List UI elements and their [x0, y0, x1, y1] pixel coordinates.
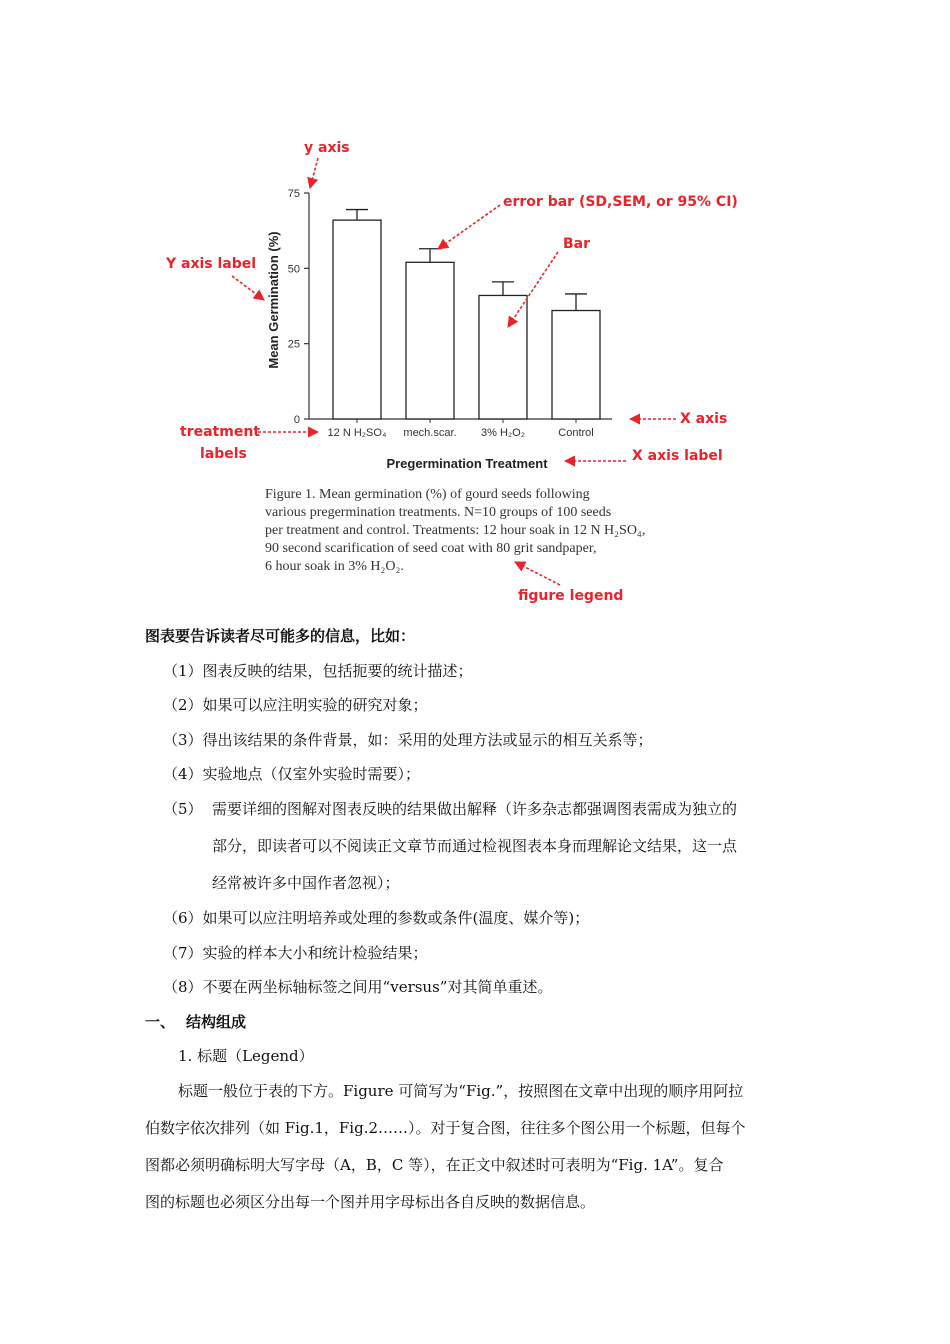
intro-text: 图表要告诉读者尽可能多的信息，比如： — [145, 627, 416, 645]
caption-line-4: 90 second scarification of seed coat with 80 grit sandpaper, — [265, 541, 597, 556]
list-item-3: （3）得出该结果的条件背景，如：采用的处理方法或显示的相互关系等； — [163, 731, 653, 749]
paragraph-line-2: 伯数字依次排列（如 Fig.1，Fig.2……）。对于复合图，往往多个图公用一个标题，但每个 — [145, 1119, 746, 1137]
bar — [406, 262, 454, 419]
annotation-y-axis: y axis — [304, 140, 350, 156]
annotation-error-bar: error bar (SD,SEM, or 95% CI) — [503, 194, 738, 210]
list-item-6: （6）如果可以应注明培养或处理的参数或条件(温度、媒介等)； — [163, 909, 590, 927]
list-item-8: （8）不要在两坐标轴标签之间用“versus”对其简单重述。 — [163, 978, 553, 996]
figure-chart — [0, 0, 950, 620]
caption-line-5: 6 hour soak in 3% H₂O₂. — [265, 559, 404, 574]
list-item-4: （4）实验地点（仅室外实验时需要）； — [163, 765, 421, 783]
caption-line-3: per treatment and control. Treatments: 12 hour soak in 12 N H₂SO₄, — [265, 523, 646, 538]
sub-heading: 1. 标题（Legend） — [178, 1047, 314, 1065]
arrow-figure-legend — [515, 562, 560, 585]
annotation-x-axis-label: X axis label — [632, 448, 723, 464]
caption-line-2: various pregermination treatments. N=10 groups of 100 seeds — [265, 505, 612, 520]
section-number: 一、 — [145, 1013, 176, 1031]
list-item-7: （7）实验的样本大小和统计检验结果； — [163, 944, 428, 962]
annotation-x-axis: X axis — [680, 411, 728, 427]
paragraph-line-1: 标题一般位于表的下方。Figure 可简写为“Fig.”，按照图在文章中出现的顺序用阿拉 — [178, 1082, 744, 1100]
arrow-y-axis — [310, 158, 318, 188]
list-item-1: （1）图表反映的结果，包括扼要的统计描述； — [163, 662, 473, 680]
category-label: Control — [558, 427, 594, 439]
arrow-error-bar — [438, 205, 500, 249]
bar — [552, 311, 600, 419]
y-tick-label: 75 — [287, 188, 300, 200]
annotation-treatment-labels: treatment — [180, 424, 260, 440]
annotation-bar: Bar — [563, 236, 591, 252]
list-item-5-number: （5） — [163, 800, 203, 818]
list-item-5-line-1: 需要详细的图解对图表反映的结果做出解释（许多杂志都强调图表需成为独立的 — [212, 800, 738, 818]
list-item-2: （2）如果可以应注明实验的研究对象； — [163, 696, 428, 714]
paragraph-line-4: 图的标题也必须区分出每一个图并用字母标出各自反映的数据信息。 — [145, 1193, 596, 1211]
annotation-treatment-labels-2: labels — [200, 446, 247, 462]
caption-line-1: Figure 1. Mean germination (%) of gourd seeds following — [265, 487, 590, 502]
y-tick-label: 50 — [287, 263, 300, 276]
bar — [333, 220, 381, 419]
list-item-5-line-2: 部分，即读者可以不阅读正文章节而通过检视图表本身而理解论文结果，这一点 — [212, 837, 738, 855]
y-tick-label: 0 — [293, 414, 300, 426]
paragraph-line-3: 图都必须明确标明大写字母（A，B，C 等），在正文中叙述时可表明为“Fig. 1A”。复合 — [145, 1156, 724, 1174]
y-tick-label: 25 — [287, 338, 300, 351]
list-item-5-line-3: 经常被许多中国作者忽视）； — [212, 874, 400, 892]
y-axis-title: Mean Germination (%) — [266, 231, 281, 369]
x-axis-title: Pregermination Treatment — [386, 456, 548, 471]
arrow-bar — [508, 252, 558, 327]
category-label: 12 N H₂SO₄ — [327, 427, 387, 439]
category-label: mech.scar. — [403, 427, 457, 439]
bar — [479, 295, 527, 419]
section-title: 结构组成 — [186, 1013, 247, 1031]
category-label: 3% H₂O₂ — [481, 427, 525, 439]
arrow-y-axis-label — [232, 276, 264, 300]
annotation-y-axis-label: Y axis label — [166, 256, 257, 272]
annotation-figure-legend: figure legend — [518, 588, 624, 604]
